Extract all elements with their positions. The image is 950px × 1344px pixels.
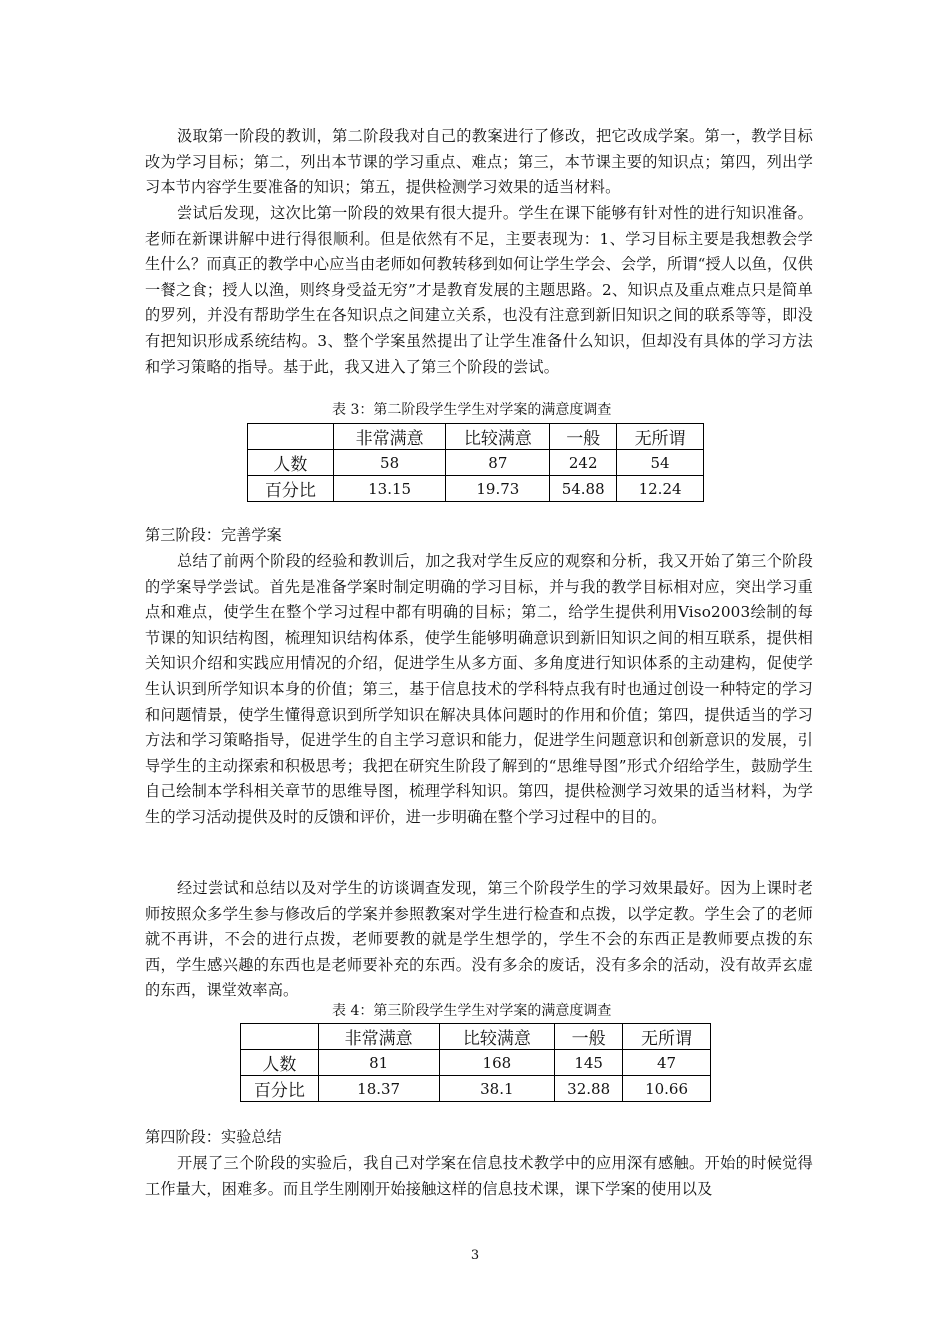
table4-header-cell: 比较满意 bbox=[439, 1024, 555, 1050]
stage4-heading: 第四阶段：实验总结 bbox=[145, 1128, 282, 1146]
paragraph-stage2-revision: 汲取第一阶段的教训，第二阶段我对自己的教案进行了修改，把它改成学案。第一，教学目标改为学习目标；第二，列出本节课的学习重点、难点；第三，本节课主要的知识点；第四，列出学习本节内容学生要准备的知识；第五，提供检测学习效果的适当材料。 bbox=[145, 127, 813, 197]
table3-cell: 54 bbox=[617, 450, 704, 476]
table4-cell: 32.88 bbox=[555, 1076, 623, 1102]
table3-header-corner bbox=[248, 424, 334, 450]
table4-row-count bbox=[241, 1050, 711, 1076]
table3-header-row bbox=[248, 424, 704, 450]
table4-cell: 10.66 bbox=[623, 1076, 711, 1102]
table3-header-cell: 一般 bbox=[550, 424, 617, 450]
table3-cell: 12.24 bbox=[617, 476, 704, 502]
table3-cell: 19.73 bbox=[446, 476, 550, 502]
table4-cell: 47 bbox=[623, 1050, 711, 1076]
table4-cell: 81 bbox=[318, 1050, 439, 1076]
stage3-heading: 第三阶段：完善学案 bbox=[145, 526, 282, 544]
table3-cell: 242 bbox=[550, 450, 617, 476]
table3-cell: 13.15 bbox=[333, 476, 446, 502]
paragraph-stage2-findings: 尝试后发现，这次比第一阶段的效果有很大提升。学生在课下能够有针对性的进行知识准备。老师在新课讲解中进行得很顺利。但是依然有不足，主要表现为：1、学习目标主要是我想教会学生什么？而真正的教学中心应当由老师如何教转移到如何让学生学会、会学，所谓“授人以鱼，仅供一餐之食；授人以渔，则终身受益无穷”才是教育发展的主题思路。2、知识点及重点难点只是简单的罗列，并没有帮助学生在各知识点之间建立关系，也没有注意到新旧知识之间的联系等等，即没有把知识形成系统结构。3、整个学案虽然提出了让学生准备什么知识，但却没有具体的学习方法和学习策略的指导。基于此，我又进入了第三个阶段的尝试。 bbox=[145, 204, 813, 376]
table4-header-corner bbox=[241, 1024, 319, 1050]
table4-header-cell: 一般 bbox=[555, 1024, 623, 1050]
table4-cell: 38.1 bbox=[439, 1076, 555, 1102]
paragraph-stage3-results: 经过尝试和总结以及对学生的访谈调查发现，第三个阶段学生的学习效果最好。因为上课时老师按照众多学生参与修改后的学案并参照教案对学生进行检查和点拨，以学定教。学生会了的老师就不再讲，不会的进行点拨，老师要教的就是学生想学的，学生不会的东西正是教师要点拨的东西，学生感兴趣的东西也是老师要补充的东西。没有多余的废话，没有多余的活动，没有故弄玄虚的东西，课堂效率高。 bbox=[145, 879, 813, 1000]
table4-row-label: 人数 bbox=[241, 1050, 319, 1076]
table3-cell: 58 bbox=[333, 450, 446, 476]
table4-header-cell: 非常满意 bbox=[318, 1024, 439, 1050]
table3-row-percent bbox=[248, 476, 704, 502]
table3-cell: 54.88 bbox=[550, 476, 617, 502]
table3-row-count bbox=[248, 450, 704, 476]
table3-row-label: 人数 bbox=[248, 450, 334, 476]
table4-cell: 168 bbox=[439, 1050, 555, 1076]
table3-row-label: 百分比 bbox=[248, 476, 334, 502]
table3-header-cell: 无所谓 bbox=[617, 424, 704, 450]
paragraph-stage4: 开展了三个阶段的实验后，我自己对学案在信息技术教学中的应用深有感触。开始的时候觉得工作量大，困难多。而且学生刚刚开始接触这样的信息技术课，课下学案的使用以及 bbox=[145, 1154, 813, 1198]
table3-caption: 表 3：第二阶段学生学生对学案的满意度调查 bbox=[332, 402, 612, 418]
table4-satisfaction bbox=[240, 1023, 711, 1102]
table3-cell: 87 bbox=[446, 450, 550, 476]
page-number: 3 bbox=[470, 1248, 480, 1263]
table4-caption: 表 4：第三阶段学生学生对学案的满意度调查 bbox=[332, 1003, 612, 1019]
table3-header-cell: 非常满意 bbox=[333, 424, 446, 450]
table4-cell: 145 bbox=[555, 1050, 623, 1076]
table4-cell: 18.37 bbox=[318, 1076, 439, 1102]
paragraph-stage3: 总结了前两个阶段的经验和教训后，加之我对学生反应的观察和分析，我又开始了第三个阶段的学案导学尝试。首先是准备学案时制定明确的学习目标，并与我的教学目标相对应，突出学习重点和难点，使学生在整个学习过程中都有明确的目标；第二，给学生提供利用Viso2003绘制的每节课的知识结构图，梳理知识结构体系，使学生能够明确意识到新旧知识之间的相互联系，提供相关知识介绍和实践应用情况的介绍，促进学生从多方面、多角度进行知识体系的主动建构，促使学生认识到所学知识本身的价值；第三，基于信息技术的学科特点我有时也通过创设一种特定的学习和问题情景，使学生懂得意识到所学知识在解决具体问题时的作用和价值；第四，提供适当的学习方法和学习策略指导，促进学生的自主学习意识和能力，促进学生问题意识和创新意识的发展，引导学生的主动探索和积极思考；我把在研究生阶段了解到的“思维导图”形式介绍给学生，鼓励学生自己绘制本学科相关章节的思维导图，梳理学科知识。第四，提供检测学习效果的适当材料，为学生的学习活动提供及时的反馈和评价，进一步明确在整个学习过程中的目的。 bbox=[145, 552, 813, 826]
table4-row-label: 百分比 bbox=[241, 1076, 319, 1102]
table4-header-row bbox=[241, 1024, 711, 1050]
table4-header-cell: 无所谓 bbox=[623, 1024, 711, 1050]
table3-satisfaction bbox=[247, 423, 704, 502]
table4-row-percent bbox=[241, 1076, 711, 1102]
table3-header-cell: 比较满意 bbox=[446, 424, 550, 450]
